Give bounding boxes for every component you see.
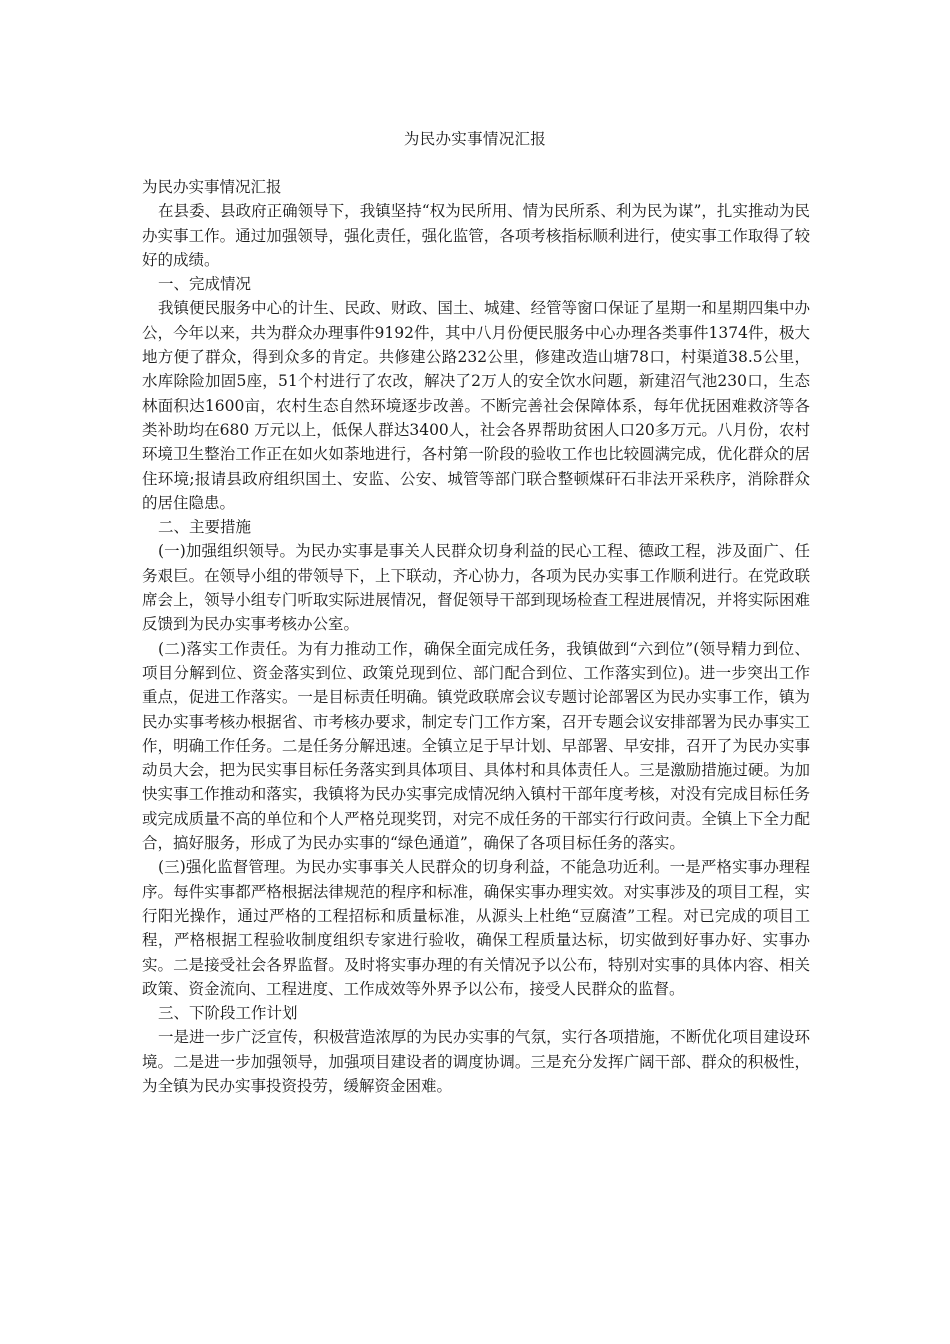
measure-paragraph-3: (三)强化监督管理。为民办实事事关人民群众的切身利益，不能急功近利。一是严格实事办理程序。每件实事都严格根据法律规范的程序和标准，确保实事办理实效。对实事涉及的项目工程，实行阳光操作，通过严格的工程招标和质量标准，从源头上杜绝“豆腐渣”工程。对已完成的项目工程，严格根据工程验收制度组织专家进行验收，确保工程质量达标，切实做到好事办好、实事办实。二是接受社会各界监督。及时将实事办理的有关情况予以公布，特别对实事的具体内容、相关政策、资金流向、工程进度、工作成效等外界予以公布，接受人民群众的监督。 [142,858,810,998]
section-heading-plan: 三、下阶段工作计划 [158,1004,298,1023]
measure-paragraph-2: (二)落实工作责任。为有力推动工作，确保全面完成任务，我镇做到“六到位”(领导精力到位、项目分解到位、资金落实到位、政策兑现到位、部门配合到位、工作落实到位)。进一步突出工作重点，促进工作落实。一是目标责任明确。镇党政联席会议专题讨论部署区为民办实事工作，镇为民办实事考核办根据省、市考核办要求，制定专门工作方案，召开专题会议安排部署为民办事实工作，明确工作任务。二是任务分解迅速。全镇立足于早计划、早部署、早安排，召开了为民办实事动员大会，把为民实事目标任务落实到具体项目、具体村和具体责任人。三是激励措施过硬。为加快实事工作推动和落实，我镇将为民办实事完成情况纳入镇村干部年度考核，对没有完成目标任务或完成质量不高的单位和个人严格兑现奖罚，对完不成任务的干部实行行政问责。全镇上下全力配合，搞好服务，形成了为民办实事的“绿色通道”，确保了各项目标任务的落实。 [142,639,810,853]
intro-paragraph: 在县委、县政府正确领导下，我镇坚持“权为民所用、情为民所系、利为民为谋”，扎实推动为民办实事工作。通过加强领导，强化责任，强化监管，各项考核指标顺利进行，使实事工作取得了较好的成绩。 [142,202,810,269]
measure-paragraph-1: (一)加强组织领导。为民办实事是事关人民群众切身利益的民心工程、德政工程，涉及面广、任务艰巨。在领导小组的带领导下，上下联动，齐心协力，各项为民办实事工作顺利进行。在党政联席会上，领导小组专门听取实际进展情况，督促领导干部到现场检查工程进展情况，并将实际困难反馈到为民办实事考核办公室。 [142,542,810,634]
document-title: 为民办实事情况汇报 [403,130,547,148]
section-heading-measures: 二、主要措施 [158,518,252,537]
section-heading-completion: 一、完成情况 [158,275,252,294]
completion-paragraph: 我镇便民服务中心的计生、民政、财政、国土、城建、经管等窗口保证了星期一和星期四集中办公，今年以来，共为群众办理事件9192件，其中八月份便民服务中心办理各类事件1374件，极大地方便了群众，得到众多的肯定。共修建公路232公里，修建改造山塘78口，村渠道38.5公里，水库除险加固5座，51个村进行了农改，解决了2万人的安全饮水问题，新建沼气池230口，生态林面积达1600亩，农村生态自然环境逐步改善。不断完善社会保障体系，每年优抚困难救济等各类补助均在680 万元以上，低保人群达3400人，社会各界帮助贫困人口20多万元。八月份，农村环境卫生整治工作正在如火如荼地进行，各村第一阶段的验收工作也比较圆满完成，优化群众的居住环境;报请县政府组织国土、安监、公安、城管等部门联合整顿煤矸石非法开采秩序，消除群众的居住隐患。 [142,299,810,512]
body-subtitle: 为民办实事情况汇报 [142,178,282,196]
document-body [142,175,810,1098]
plan-paragraph: 一是进一步广泛宣传，积极营造浓厚的为民办实事的气氛，实行各项措施，不断优化项目建设环境。二是进一步加强领导，加强项目建设者的调度协调。三是充分发挥广阔干部、群众的积极性，为全镇为民办实事投资投劳，缓解资金困难。 [142,1028,810,1095]
